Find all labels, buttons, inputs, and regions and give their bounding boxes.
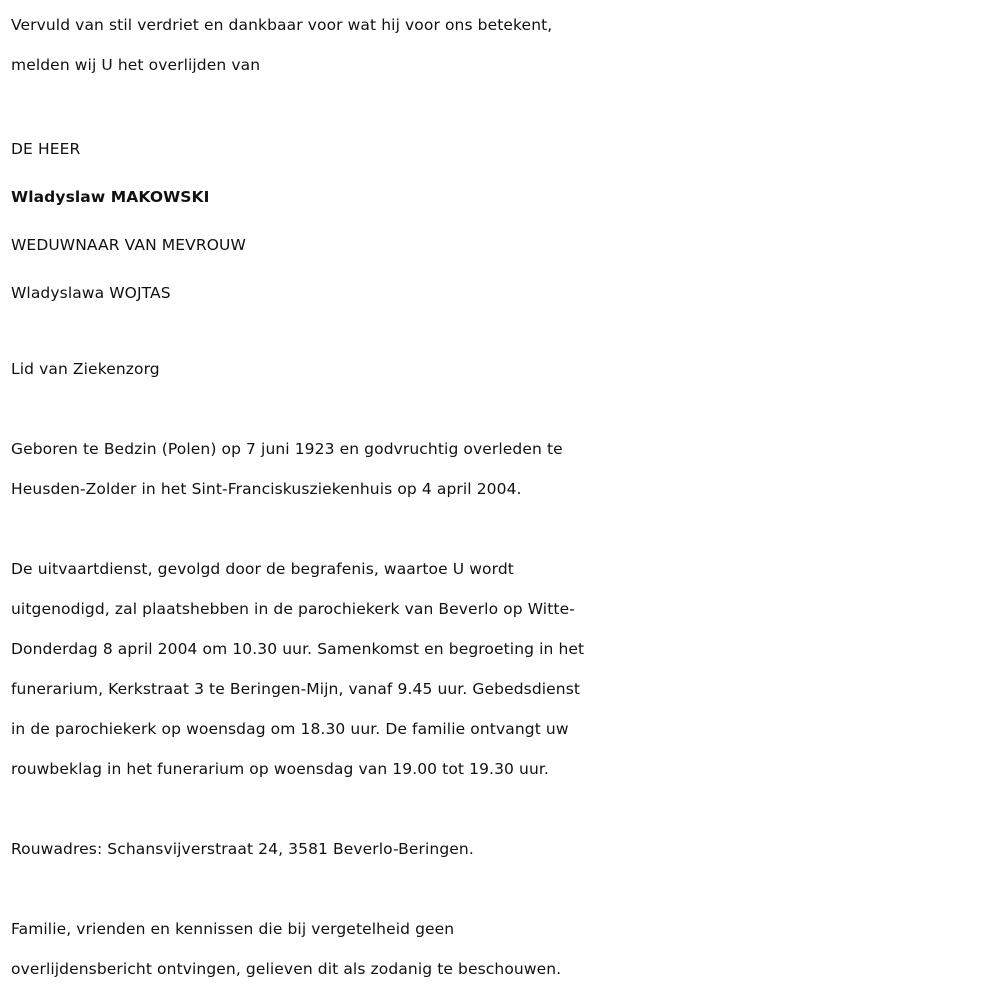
spacer [11,509,996,549]
closing-line-2: overlijdensbericht ontvingen, gelieven dit als zodanig te beschouwen. [11,960,562,978]
birth-death-paragraph [11,429,996,509]
membership-text: Lid van Ziekenzorg [11,360,160,378]
closing-line-1: Familie, vrienden en kennissen die bij vergetelheid geen [11,920,455,938]
spacer [11,389,996,429]
funeral-paragraph [11,549,996,789]
spacer [11,317,996,349]
spacer [11,869,996,909]
deceased-name: Wladyslaw MAKOWSKI [11,188,210,206]
obituary-notice [11,5,996,989]
spacer [11,789,996,829]
spouse-name: Wladyslawa WOJTAS [11,284,171,302]
closing-paragraph [11,909,996,989]
intro-line-1: Vervuld van stil verdriet en dankbaar voor wat hij voor ons betekent, [11,16,553,34]
funeral-line-1: De uitvaartdienst, gevolgd door de begrafenis, waartoe U wordt [11,560,514,578]
funeral-line-5: in de parochiekerk op woensdag om 18.30 uur. De familie ontvangt uw [11,720,569,738]
funeral-line-3: Donderdag 8 april 2004 om 10.30 uur. Samenkomst en begroeting in het [11,640,585,658]
birth-death-line-1: Geboren te Bedzin (Polen) op 7 juni 1923 en godvruchtig overleden te [11,440,563,458]
funeral-line-4: funerarium, Kerkstraat 3 te Beringen-Mijn, vanaf 9.45 uur. Gebedsdienst [11,680,581,698]
birth-death-line-2: Heusden-Zolder in het Sint-Franciskusziekenhuis op 4 april 2004. [11,480,522,498]
funeral-line-6: rouwbeklag in het funerarium op woensdag van 19.00 tot 19.30 uur. [11,760,549,778]
spacer [11,85,996,125]
intro-line-2: melden wij U het overlijden van [11,56,261,74]
deceased-title: DE HEER [11,140,81,158]
funeral-line-2: uitgenodigd, zal plaatshebben in de parochiekerk van Beverlo op Witte- [11,600,575,618]
intro-paragraph [11,5,996,85]
mourning-address: Rouwadres: Schansvijverstraat 24, 3581 Beverlo-Beringen. [11,840,474,858]
deceased-block [11,125,996,317]
deceased-relation: WEDUWNAAR VAN MEVROUW [11,236,246,254]
